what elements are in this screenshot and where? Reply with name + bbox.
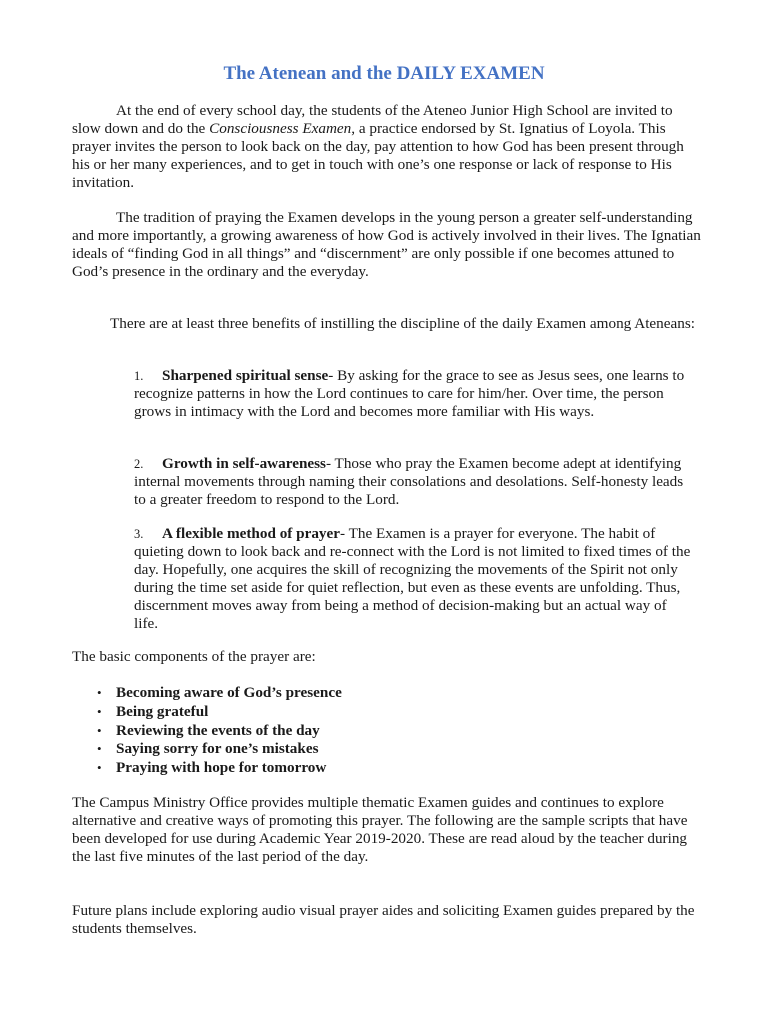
intro-text-end: , a practice endorsed by St. Ignatius of Loyola. This prayer invites the person to look back on the day, pay attention to how God has been present through his or her many experiences, and to get in touch with one’s one response or lack of response to His invitation. — [72, 120, 684, 191]
tradition-paragraph: The tradition of praying the Examen develops in the young person a greater self-understanding and more importantly, a growing awareness of how God is actively involved in their lives. The Ignatian ideals of “finding God in all things” and “discernment” are only possible if one becomes attuned to God’s presence in the ordinary and the everyday. — [72, 209, 701, 280]
benefit-item-3 — [134, 525, 694, 633]
campus-ministry-paragraph: The Campus Ministry Office provides multiple thematic Examen guides and continues to explore alternative and creative ways of promoting this prayer. The following are the sample scripts that have been developed for use during Academic Year 2019-2020. These are read aloud by the teacher during the last five minutes of the last period of the day. — [72, 794, 688, 865]
bullet-icon: • — [97, 685, 102, 700]
bullet-icon: • — [97, 703, 102, 719]
intro-paragraph — [72, 102, 702, 192]
benefit-number: 3. — [134, 527, 144, 541]
components-intro: The basic components of the prayer are: — [72, 648, 316, 665]
list-item: • Becoming aware of God’s presence — [97, 684, 342, 701]
benefits-intro-paragraph: There are at least three benefits of instilling the discipline of the daily Examen among Ateneans: — [110, 315, 695, 332]
benefit-number: 1. — [134, 369, 144, 383]
components-list — [97, 684, 342, 778]
list-item: • Saying sorry for one’s mistakes — [97, 740, 319, 758]
future-plans-paragraph: Future plans include exploring audio visual prayer aides and soliciting Examen guides prepared by the students themselves. — [72, 902, 695, 937]
benefit-item-1 — [134, 367, 694, 421]
benefit-heading: Sharpened spiritual sense — [162, 367, 329, 384]
benefit-heading: A flexible method of prayer — [162, 525, 341, 542]
benefit-text: - By asking for the grace to see as Jesus sees, one learns to recognize patterns in how the Lord continues to care for him/her. Over time, the person grows in intimacy with the Lord and becomes more familiar with His ways. — [134, 367, 685, 420]
benefit-number: 2. — [134, 457, 144, 471]
page-title: The Atenean and the DAILY EXAMEN — [223, 63, 545, 84]
list-item: • Reviewing the events of the day — [97, 721, 320, 739]
intro-text-start: At the end of every school day, the students of the Ateneo Junior High School are invited to slow down and do the — [72, 102, 673, 137]
benefit-text: - Those who pray the Examen become adept at identifying internal movements through naming their consolations and desolations. Self-honesty leads to a greater freedom to respond to the Lord. — [134, 455, 684, 508]
list-item: • Being grateful — [97, 702, 209, 720]
benefit-item-2 — [134, 455, 694, 509]
bullet-icon: • — [97, 741, 102, 757]
benefit-heading: Growth in self-awareness — [162, 455, 326, 472]
consciousness-examen-term: Consciousness Examen — [209, 120, 352, 137]
list-item: • Praying with hope for tomorrow — [97, 759, 327, 777]
benefit-text: - The Examen is a prayer for everyone. The habit of quieting down to look back and re-connect with the Lord is not limited to fixed times of the day. Hopefully, one acquires the skill of recognizing the movements of the Spirit not only during the time set aside for quiet reflection, but even as these events are unfolding. Thus, discernment moves away from being a method of decision-making but an actual way of life. — [134, 525, 691, 632]
bullet-icon: • — [97, 722, 102, 738]
bullet-icon: • — [97, 760, 102, 776]
